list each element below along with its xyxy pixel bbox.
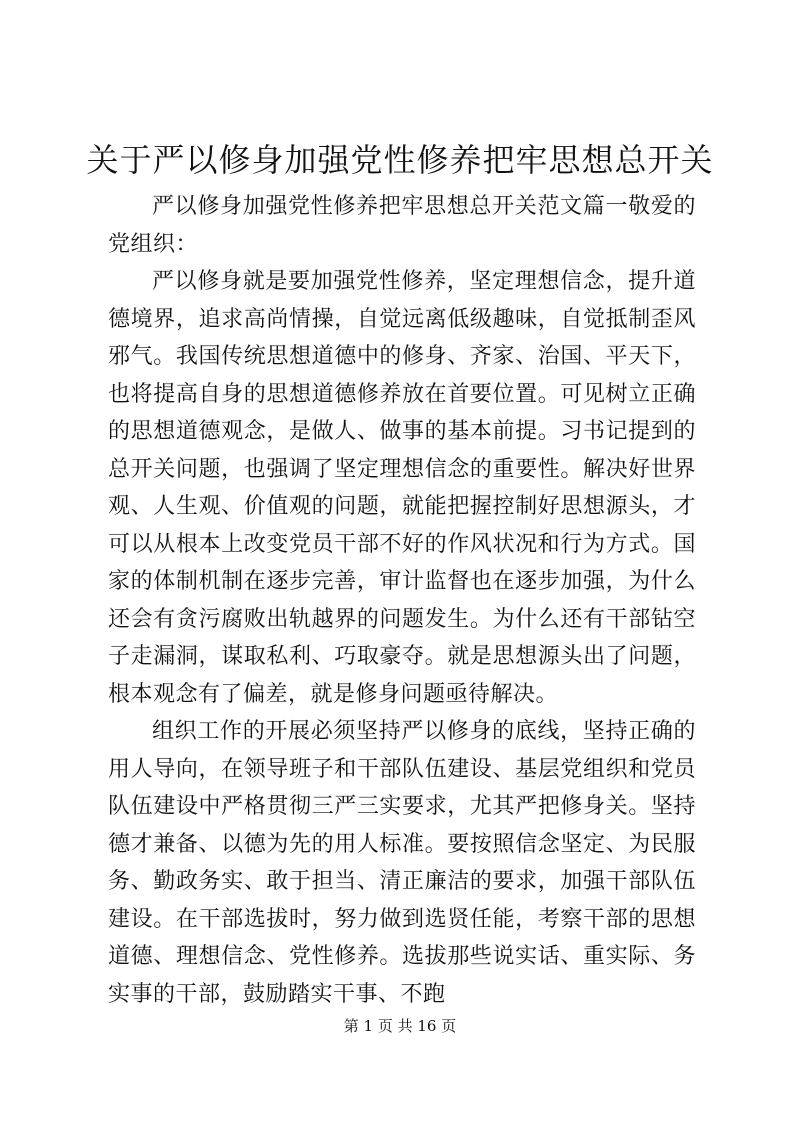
page-footer: 第 1 页 共 16 页 xyxy=(343,1017,457,1035)
paragraph-2: 严以修身就是要加强党性修养，坚定理想信念，提升道德境界，追求高尚情操，自觉远离低级趣味，自觉抵制歪风邪气。我国传统思想道德中的修身、齐家、治国、平天下，也将提高自身的思想道德修养放在首要位置。可见树立正确的思想道德观念，是做人、做事的基本前提。习书记提到的总开关问题，也强调了坚定理想信念的重要性。解决好世界观、人生观、价值观的问题，就能把握控制好思想源头，才可以从根本上改变党员干部不好的作风状况和行为方式。国家的体制机制在逐步完善，审计监督也在逐步加强，为什么还会有贪污腐败出轨越界的问题发生。为什么还有干部钻空子走漏洞，谋取私利、巧取豪夺。就是思想源头出了问题，根本观念有了偏差，就是修身问题亟待解决。 xyxy=(108,269,696,707)
paragraph-3: 组织工作的开展必须坚持严以修身的底线，坚持正确的用人导向，在领导班子和干部队伍建设、基层党组织和党员队伍建设中严格贯彻三严三实要求，尤其严把修身关。坚持德才兼备、以德为先的用人标准。要按照信念坚定、为民服务、勤政务实、敢于担当、清正廉洁的要求，加强干部队伍建设。在干部选拔时，努力做到选贤任能，考察干部的思想道德、理想信念、党性修养。选拔那些说实话、重实际、务实事的干部，鼓励踏实干事、不跑 xyxy=(108,719,696,1007)
document-title: 关于严以修身加强党性修养把牢思想总开关 xyxy=(86,141,714,179)
document-body xyxy=(108,188,696,1013)
paragraph-1: 严以修身加强党性修养把牢思想总开关范文篇一敬爱的党组织： xyxy=(108,194,696,257)
